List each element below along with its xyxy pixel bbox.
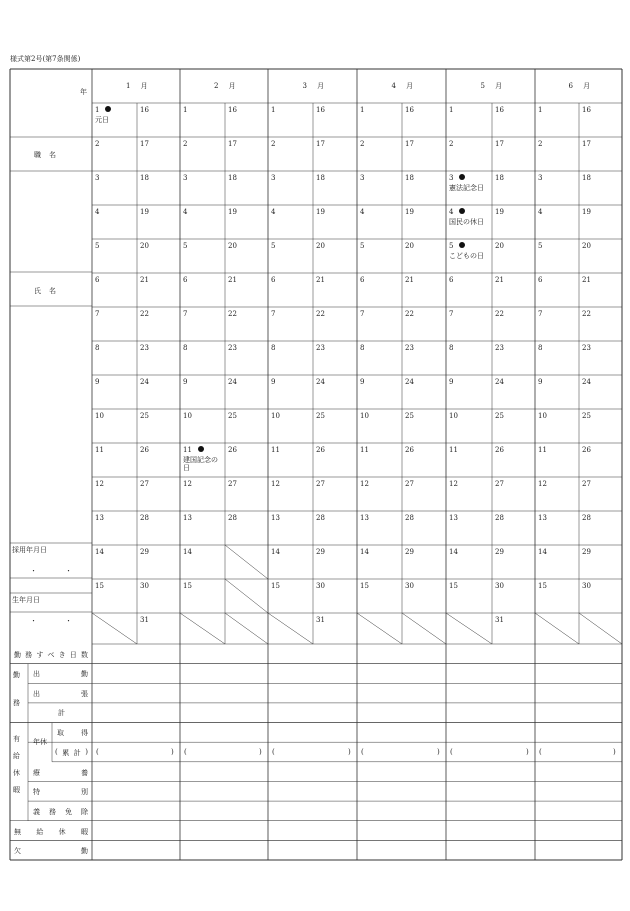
day-number: 29	[495, 548, 504, 556]
day-number: 26	[582, 446, 591, 454]
day-number: 31	[140, 616, 149, 624]
day-number: 31	[316, 616, 325, 624]
day-number: 13	[183, 514, 192, 522]
empty-day-slash	[180, 613, 225, 644]
day-number: 24	[316, 378, 325, 386]
day-number: 20	[582, 242, 591, 250]
position-label: 職 名	[34, 151, 56, 159]
year-label: 年	[80, 88, 87, 96]
day-number: 2	[538, 140, 543, 148]
empty-day-slash	[225, 613, 268, 644]
day-number: 10	[360, 412, 369, 420]
holiday-dot-icon	[198, 446, 204, 452]
day-number: 1	[449, 106, 454, 114]
name-label: 氏 名	[34, 287, 56, 295]
cumulative-paren-close: )	[613, 748, 616, 756]
day-number: 14	[271, 548, 280, 556]
day-number: 18	[140, 174, 149, 182]
day-number: 28	[316, 514, 325, 522]
day-number: 4	[95, 208, 100, 216]
unpaid-leave-label: 無 給 休 暇	[14, 827, 88, 836]
day-number: 1	[538, 106, 543, 114]
day-number: 30	[140, 582, 149, 590]
business-trip-label: 出 張	[33, 690, 88, 699]
day-number: 24	[582, 378, 591, 386]
day-number: 8	[360, 344, 365, 352]
medical-label: 療 養	[33, 768, 88, 777]
day-number: 15	[271, 582, 280, 590]
day-number: 24	[495, 378, 504, 386]
day-number: 15	[95, 582, 104, 590]
day-number: 5	[183, 242, 188, 250]
day-number: 3	[538, 174, 543, 182]
cumulative-paren-close: )	[437, 748, 440, 756]
day-number: 25	[495, 412, 504, 420]
day-number: 30	[582, 582, 591, 590]
day-number: 1	[183, 106, 188, 114]
day-number: 23	[140, 344, 149, 352]
day-number: 20	[316, 242, 325, 250]
day-number: 28	[495, 514, 504, 522]
day-number: 29	[405, 548, 414, 556]
day-number: 9	[449, 378, 454, 386]
day-number: 6	[95, 276, 100, 284]
empty-day-slash	[357, 613, 402, 644]
attendance-label: 出 勤	[33, 670, 88, 679]
day-number: 6	[271, 276, 276, 284]
day-number: 11	[95, 446, 104, 454]
day-number: 17	[140, 140, 149, 148]
day-number: 20	[228, 242, 237, 250]
day-number: 13	[271, 514, 280, 522]
day-number: 25	[140, 412, 149, 420]
empty-day-slash	[225, 545, 268, 579]
day-number: 22	[140, 310, 149, 318]
day-number: 27	[405, 480, 414, 488]
day-number: 2	[271, 140, 276, 148]
day-number: 17	[405, 140, 414, 148]
cumulative-paren-open: (	[96, 748, 99, 756]
work-days-label: 勤 務 す べ き 日 数	[14, 650, 88, 659]
cumulative-paren-open: (	[184, 748, 187, 756]
day-number: 11	[449, 446, 458, 454]
month-header-2: 2 月	[214, 82, 240, 90]
day-number: 10	[183, 412, 192, 420]
day-number: 14	[183, 548, 192, 556]
birth-date-label: 生年月日	[12, 596, 40, 604]
day-number: 22	[228, 310, 237, 318]
hire-date-label: 採用年月日	[12, 546, 47, 554]
day-number: 19	[582, 208, 591, 216]
day-number: 27	[495, 480, 504, 488]
day-number: 31	[495, 616, 504, 624]
day-number: 20	[495, 242, 504, 250]
day-number: 12	[538, 480, 547, 488]
cumulative-paren-close: )	[526, 748, 529, 756]
holiday-name: 元日	[95, 116, 109, 124]
cumulative-paren-close: )	[259, 748, 262, 756]
day-number: 10	[271, 412, 280, 420]
day-number: 21	[228, 276, 237, 284]
holiday-name: 国民の休日	[449, 218, 484, 226]
day-number: 22	[495, 310, 504, 318]
cumulative-label: ( 累 計 )	[55, 748, 88, 757]
day-number: 16	[316, 106, 325, 114]
day-number: 19	[495, 208, 504, 216]
day-number: 26	[140, 446, 149, 454]
day-number: 7	[271, 310, 276, 318]
day-number: 23	[582, 344, 591, 352]
day-number: 13	[538, 514, 547, 522]
day-number: 12	[360, 480, 369, 488]
day-number: 8	[95, 344, 100, 352]
month-header-4: 4 月	[391, 82, 418, 90]
day-number: 20	[405, 242, 414, 250]
day-number: 7	[449, 310, 454, 318]
day-number: 3	[449, 174, 465, 182]
month-header-1: 1 月	[126, 82, 152, 90]
day-number: 5	[449, 242, 465, 250]
absence-label: 欠 勤	[14, 847, 88, 856]
day-number: 11	[360, 446, 369, 454]
day-number: 7	[538, 310, 543, 318]
day-number: 29	[316, 548, 325, 556]
day-number: 16	[582, 106, 591, 114]
day-number: 18	[316, 174, 325, 182]
day-number: 13	[449, 514, 458, 522]
day-number: 28	[582, 514, 591, 522]
cumulative-paren-open: (	[361, 748, 364, 756]
day-number: 23	[316, 344, 325, 352]
day-number: 18	[582, 174, 591, 182]
day-number: 4	[271, 208, 276, 216]
day-number: 8	[271, 344, 276, 352]
day-number: 12	[449, 480, 458, 488]
day-number: 23	[495, 344, 504, 352]
day-number: 16	[495, 106, 504, 114]
holiday-name: 建国記念の日	[183, 456, 218, 472]
day-number: 12	[95, 480, 104, 488]
empty-day-slash	[268, 613, 313, 644]
day-number: 15	[183, 582, 192, 590]
cumulative-paren-open: (	[272, 748, 275, 756]
day-number: 2	[95, 140, 100, 148]
day-number: 1	[360, 106, 365, 114]
day-number: 14	[95, 548, 104, 556]
day-number: 24	[228, 378, 237, 386]
day-number: 21	[582, 276, 591, 284]
day-number: 30	[495, 582, 504, 590]
holiday-name: こどもの日	[449, 252, 484, 260]
month-header-3: 3 月	[302, 82, 329, 90]
day-number: 26	[495, 446, 504, 454]
month-header-5: 5 月	[480, 82, 507, 90]
day-number: 6	[449, 276, 454, 284]
hire-date-dots: ・ ・	[30, 567, 72, 575]
day-number: 13	[95, 514, 104, 522]
day-number: 27	[582, 480, 591, 488]
day-number: 18	[405, 174, 414, 182]
day-number: 23	[228, 344, 237, 352]
work-group-label-2: 務	[13, 699, 20, 708]
day-number: 8	[538, 344, 543, 352]
day-number: 9	[95, 378, 100, 386]
day-number: 28	[140, 514, 149, 522]
day-number: 3	[95, 174, 100, 182]
day-number: 4	[360, 208, 365, 216]
day-number: 25	[316, 412, 325, 420]
day-number: 3	[360, 174, 365, 182]
day-number: 17	[582, 140, 591, 148]
day-number: 12	[271, 480, 280, 488]
day-number: 13	[360, 514, 369, 522]
day-number: 19	[405, 208, 414, 216]
day-number: 26	[316, 446, 325, 454]
empty-day-slash	[446, 613, 492, 644]
day-number: 21	[495, 276, 504, 284]
day-number: 5	[271, 242, 276, 250]
day-number: 18	[228, 174, 237, 182]
day-number: 10	[95, 412, 104, 420]
empty-day-slash	[535, 613, 579, 644]
day-number: 4	[449, 208, 465, 216]
day-number: 9	[538, 378, 543, 386]
holiday-dot-icon	[105, 106, 111, 112]
day-number: 15	[360, 582, 369, 590]
day-number: 22	[405, 310, 414, 318]
day-number: 6	[538, 276, 543, 284]
day-number: 24	[405, 378, 414, 386]
day-number: 19	[140, 208, 149, 216]
day-number: 30	[316, 582, 325, 590]
day-number: 20	[140, 242, 149, 250]
day-number: 17	[495, 140, 504, 148]
empty-day-slash	[92, 613, 137, 644]
day-number: 10	[449, 412, 458, 420]
day-number: 8	[183, 344, 188, 352]
form-caption: 様式第2号(第7条関係)	[10, 55, 81, 63]
day-number: 5	[95, 242, 100, 250]
day-number: 27	[228, 480, 237, 488]
day-number: 17	[316, 140, 325, 148]
day-number: 4	[183, 208, 188, 216]
day-number: 9	[183, 378, 188, 386]
day-number: 16	[405, 106, 414, 114]
empty-day-slash	[402, 613, 446, 644]
empty-day-slash	[225, 579, 268, 613]
day-number: 28	[228, 514, 237, 522]
day-number: 18	[495, 174, 504, 182]
day-number: 19	[228, 208, 237, 216]
work-group-label-1: 勤	[13, 671, 20, 680]
day-number: 21	[140, 276, 149, 284]
day-number: 28	[405, 514, 414, 522]
day-number: 27	[316, 480, 325, 488]
day-number: 4	[538, 208, 543, 216]
paid-leave-label-char: 有	[13, 734, 20, 743]
day-number: 10	[538, 412, 547, 420]
paid-leave-label-char: 休	[13, 768, 20, 777]
day-number: 3	[271, 174, 276, 182]
day-number: 2	[449, 140, 454, 148]
day-number: 3	[183, 174, 188, 182]
day-number: 6	[183, 276, 188, 284]
day-number: 21	[316, 276, 325, 284]
duty-exemption-label: 義 務 免 除	[33, 807, 88, 816]
day-number: 12	[183, 480, 192, 488]
day-number: 23	[405, 344, 414, 352]
day-number: 24	[140, 378, 149, 386]
total-label: 計	[58, 708, 65, 717]
day-number: 22	[582, 310, 591, 318]
day-number: 21	[405, 276, 414, 284]
day-number: 7	[95, 310, 100, 318]
day-number: 19	[316, 208, 325, 216]
day-number: 30	[405, 582, 414, 590]
special-label: 特 別	[33, 788, 88, 797]
day-number: 5	[360, 242, 365, 250]
holiday-name: 憲法記念日	[449, 184, 484, 192]
cumulative-paren-close: )	[171, 748, 174, 756]
day-number: 1	[95, 106, 111, 114]
cumulative-paren-open: (	[450, 748, 453, 756]
month-header-6: 6 月	[568, 82, 595, 90]
day-number: 16	[228, 106, 237, 114]
day-number: 14	[449, 548, 458, 556]
day-number: 7	[360, 310, 365, 318]
acquired-label: 取 得	[57, 729, 88, 738]
day-number: 17	[228, 140, 237, 148]
cumulative-paren-open: (	[539, 748, 542, 756]
day-number: 29	[582, 548, 591, 556]
day-number: 1	[271, 106, 276, 114]
paid-leave-label-char: 暇	[13, 785, 20, 794]
day-number: 9	[360, 378, 365, 386]
day-number: 6	[360, 276, 365, 284]
day-number: 14	[538, 548, 547, 556]
day-number: 26	[405, 446, 414, 454]
day-number: 11	[183, 446, 204, 454]
day-number: 2	[183, 140, 188, 148]
holiday-dot-icon	[459, 174, 465, 180]
day-number: 2	[360, 140, 365, 148]
day-number: 25	[405, 412, 414, 420]
day-number: 26	[228, 446, 237, 454]
paid-leave-label-char: 給	[13, 751, 20, 760]
annual-leave-label: 年休	[33, 738, 47, 747]
day-number: 29	[140, 548, 149, 556]
cumulative-paren-close: )	[348, 748, 351, 756]
day-number: 5	[538, 242, 543, 250]
day-number: 8	[449, 344, 454, 352]
day-number: 27	[140, 480, 149, 488]
day-number: 22	[316, 310, 325, 318]
day-number: 11	[271, 446, 280, 454]
day-number: 11	[538, 446, 547, 454]
day-number: 9	[271, 378, 276, 386]
day-number: 14	[360, 548, 369, 556]
holiday-dot-icon	[459, 242, 465, 248]
day-number: 16	[140, 106, 149, 114]
day-number: 25	[228, 412, 237, 420]
holiday-dot-icon	[459, 208, 465, 214]
day-number: 25	[582, 412, 591, 420]
day-number: 15	[538, 582, 547, 590]
day-number: 7	[183, 310, 188, 318]
birth-date-dots: ・ ・	[30, 617, 72, 625]
empty-day-slash	[579, 613, 622, 644]
day-number: 15	[449, 582, 458, 590]
